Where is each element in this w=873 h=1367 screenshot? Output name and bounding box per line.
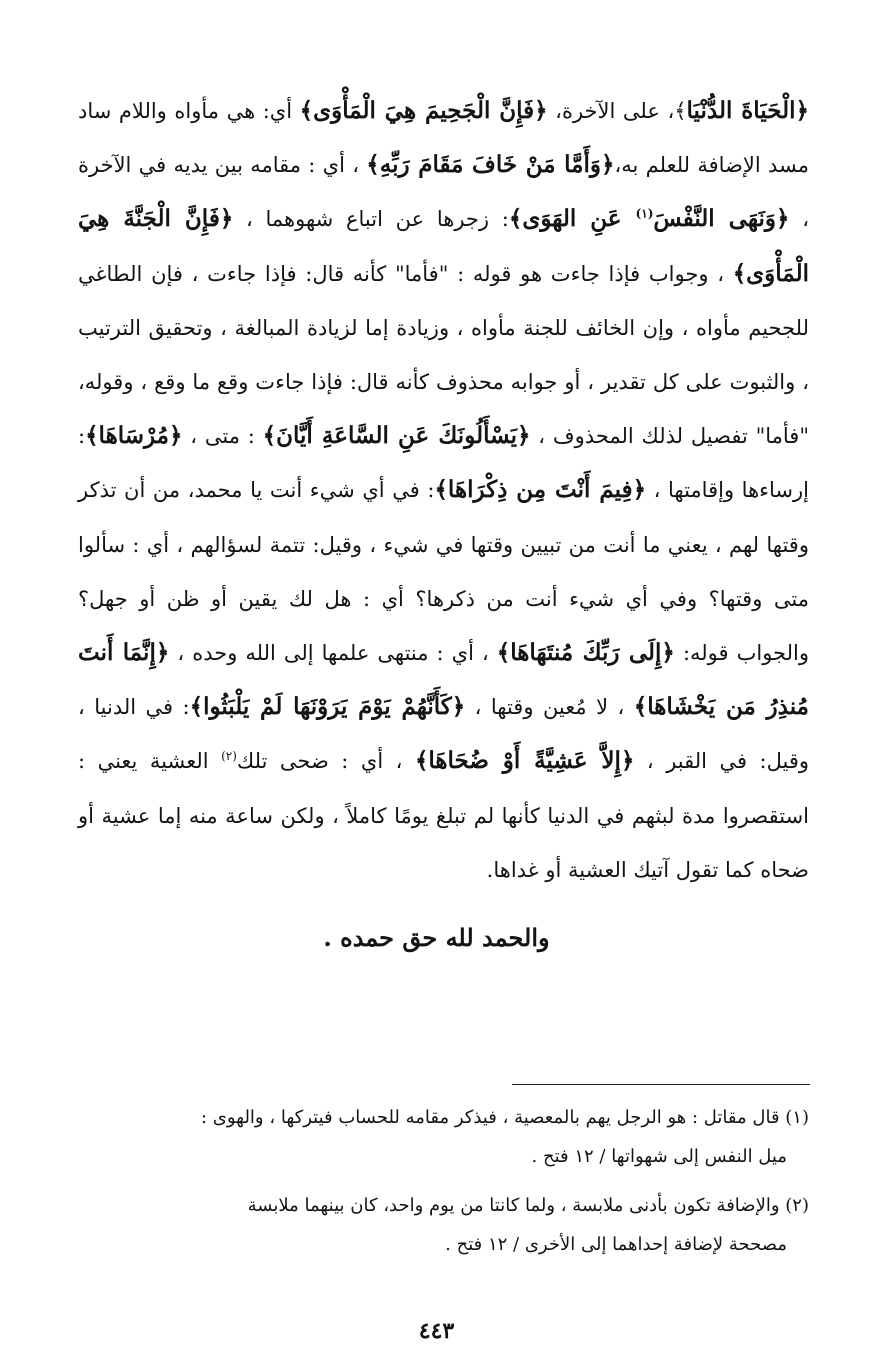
quran-verse: ﴿فَإِنَّ الْجَحِيمَ هِيَ الْمَأْوَى﴾ <box>299 97 548 124</box>
footnote-text: والإضافة تكون بأدنى ملابسة ، ولما كانتا من يوم واحد، كان بينهما ملابسة <box>247 1195 786 1216</box>
commentary-text: : إرساءها وإقامتها ، <box>78 424 809 503</box>
footnote-number: (١) <box>785 1107 809 1128</box>
closing-praise: والحمد لله حق حمده . <box>323 923 550 952</box>
main-commentary-text <box>78 84 809 897</box>
quran-verse: ﴿يَسْأَلُونَكَ عَنِ السَّاعَةِ أَيَّانَ﴾ <box>262 422 531 450</box>
quran-verse: ﴿مُرْسَاهَا﴾ <box>85 422 183 450</box>
commentary-text: أي: هي مأواه واللام ساد مسد الإضافة للعلم به، <box>78 99 809 178</box>
footnote-1 <box>78 1098 809 1176</box>
commentary-text: ، أي : ضحى تلك <box>236 749 415 774</box>
footnote-2 <box>78 1186 809 1264</box>
commentary-text: : متى ، <box>182 424 263 449</box>
quran-verse: ﴿كَأَنَّهُمْ يَوْمَ يَرَوْنَهَا لَمْ يَلْبَثُوا﴾ <box>189 693 466 721</box>
footnote-separator <box>512 1084 810 1085</box>
footnote-ref-1: (١) <box>635 206 654 221</box>
quran-verse: ﴿فَإِنَّ الْجَنَّةَ هِيَ الْمَأْوَى﴾ <box>78 205 809 287</box>
commentary-text: ، أي : منتهى علمها إلى الله وحده ، <box>169 641 497 666</box>
commentary-paragraph <box>78 84 809 897</box>
commentary-text: ﴾، على الآخرة، <box>547 99 687 123</box>
commentary-text: ، أي : مقامه بين يديه في الآخرة ، <box>78 153 809 232</box>
footnote-number: (٢) <box>785 1195 809 1216</box>
quran-verse: ﴿وَنَهَى النَّفْسَ$^{(١)}$ عَنِ الهَوَى﴾ <box>508 205 790 233</box>
commentary-text: العشية يعني : استقصروا مدة لبثهم في الدنيا كأنها لم تبلغ يومًا كاملاً ، ولكن ساعة منه إما عشية أو ضحاه كما تقول آتيك العشية أو غداها. <box>78 749 809 882</box>
quran-verse: ﴿إِنَّمَا أَنتَ مُنذِرُ مَن يَخْشَاهَا﴾ <box>78 639 809 721</box>
footnotes-section <box>78 1098 809 1274</box>
page-number: ٤٤٣ <box>418 1318 455 1344</box>
footnote-text-continued: مصححة لإضافة إحداهما إلى الأخرى / ١٢ فتح . <box>445 1234 787 1255</box>
quran-verse: ﴿إِلاَّ عَشِيَّةً أَوْ ضُحَاهَا﴾ <box>414 747 635 775</box>
quran-verse: ﴿الْحَيَاةَ الدُّنْيَا <box>686 97 809 124</box>
commentary-text: : في الدنيا ، وقيل: في القبر ، <box>78 695 810 774</box>
quran-verse: ﴿إِلَى رَبِّكَ مُنتَهَاهَا﴾ <box>496 639 675 667</box>
footnote-text: قال مقاتل : هو الرجل يهم بالمعصية ، فيذكر مقامه للحساب فيتركها ، والهوى : <box>200 1107 786 1128</box>
commentary-text: ، لا مُعين وقتها ، <box>465 695 634 720</box>
footnote-text-continued: ميل النفس إلى شهواتها / ١٢ فتح . <box>531 1146 787 1167</box>
commentary-text: : زجرها عن اتباع شهوهما ، <box>233 207 509 232</box>
commentary-text: : في أي شيء أنت يا محمد، من أن تذكر وقتها لهم ، يعني ما أنت من تبيين وقتها في شيء ، وقيل: تتمة لسؤالهم ، أي : سألوا متى وقتها؟ وفي أي شيء أنت من ذكرها؟ أي : هل لك يقين أو ظن أو جهل؟ والجواب قوله: <box>78 478 809 666</box>
commentary-text: ، وجواب فإذا جاءت هو قوله : "فأما" كأنه قال: فإذا جاءت ، فإن الطاغي للجحيم مأواه ، وإن الخائف للجنة مأواه ، وزيادة إما لزيادة المبالغة ، وتحقيق الترتيب ، والثبوت على كل تقدير ، أو جوابه محذوف كأنه قال: فإذا جاءت وقع ما وقع ، وقوله، "فأما" تفصيل لذلك المحذوف ، <box>78 261 809 449</box>
footnote-ref-2: (٢) <box>221 749 237 764</box>
quran-verse: ﴿فِيمَ أَنْتَ مِن ذِكْرَاهَا﴾ <box>434 476 647 504</box>
quran-verse: ﴿وَأَمَّا مَنْ خَافَ مَقَامَ رَبِّهِ﴾ <box>366 151 615 179</box>
